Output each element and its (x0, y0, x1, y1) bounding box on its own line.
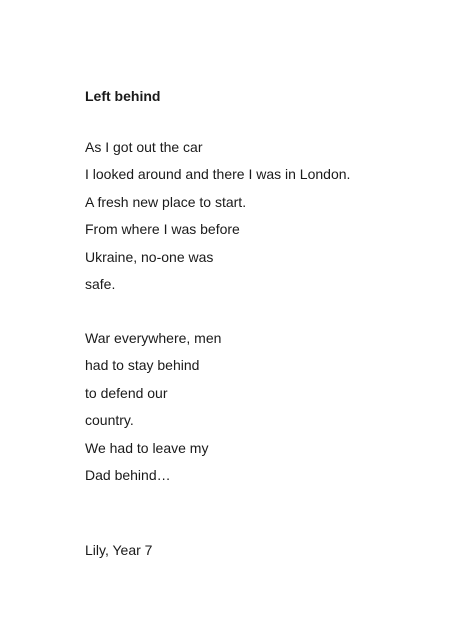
poem-line: country. (85, 412, 134, 429)
poem-stanza-1 (85, 134, 350, 298)
poem-line: Ukraine, no-one was (85, 248, 214, 265)
poem-author-signature: Lily, Year 7 (85, 542, 153, 558)
poem-line: had to stay behind (85, 357, 200, 374)
poem-title: Left behind (85, 88, 161, 104)
poem-stanza-2 (85, 325, 221, 489)
poem-line: As I got out the car (85, 139, 203, 155)
poem-line: Dad behind… (85, 467, 171, 484)
poem-line: safe. (85, 276, 116, 293)
poem-line: We had to leave my (85, 439, 209, 456)
poem-line: I looked around and there I was in London. (85, 166, 351, 183)
poem-line: A fresh new place to start. (85, 193, 247, 210)
poem-line: From where I was before (85, 221, 240, 238)
poem-line: to defend our (85, 384, 168, 401)
poem-line: War everywhere, men (85, 330, 222, 346)
